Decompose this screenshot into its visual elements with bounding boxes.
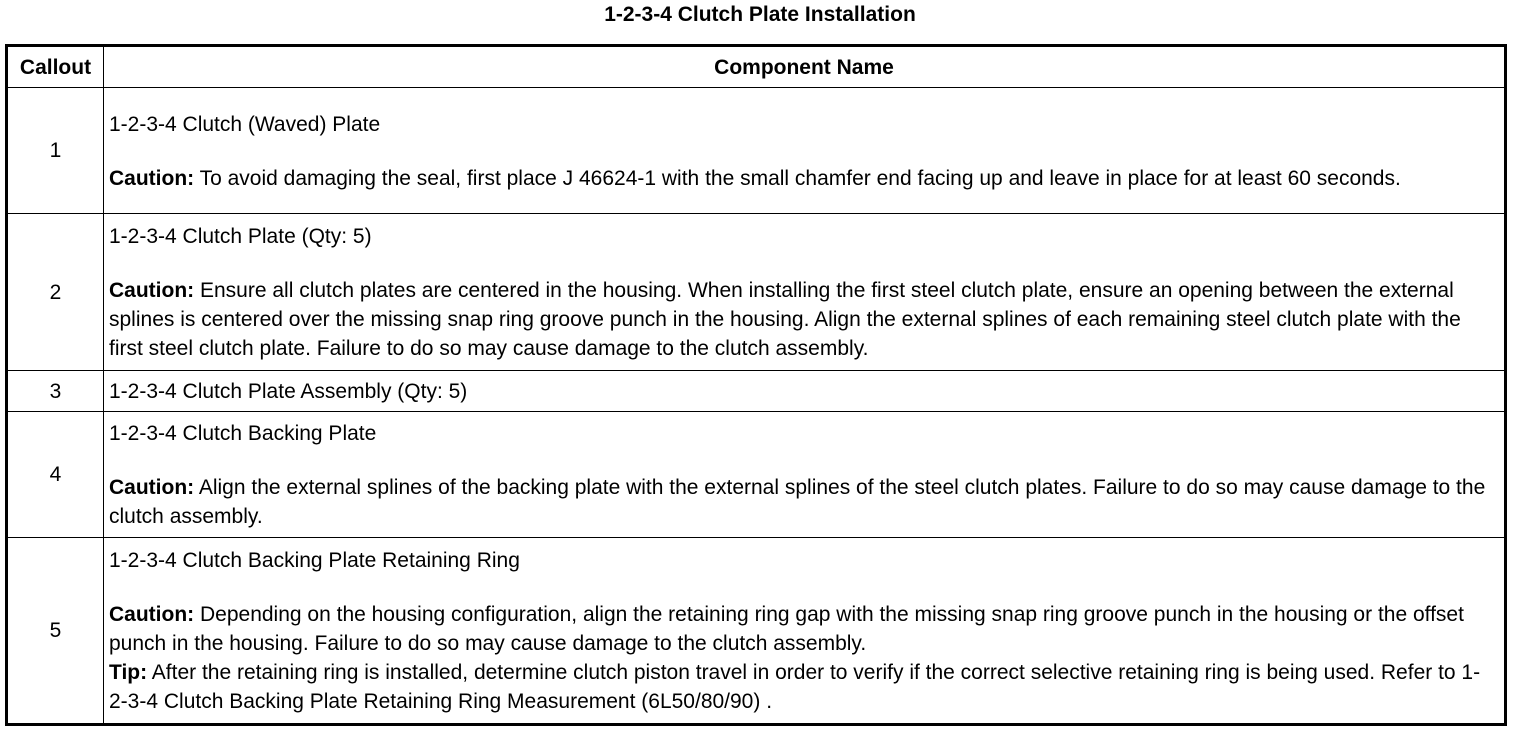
table-row <box>7 412 1506 538</box>
callout-number: 3 <box>7 371 104 412</box>
component-name: 1-2-3-4 Clutch Backing Plate <box>109 422 377 445</box>
component-table <box>5 44 1507 726</box>
table-row <box>7 88 1506 214</box>
tip-label: Tip: <box>109 661 148 684</box>
caution-text: Align the external splines of the backing plate with the external splines of the steel clutch plates. Failure to do so may cause damage to the clutch assembly. <box>109 476 1486 528</box>
callout-number: 2 <box>7 214 104 371</box>
table-row <box>7 538 1506 725</box>
tip-note <box>109 658 1498 716</box>
component-name: 1-2-3-4 Clutch Plate (Qty: 5) <box>109 225 372 248</box>
component-cell <box>104 88 1506 214</box>
document-title: 1-2-3-4 Clutch Plate Installation <box>604 3 916 26</box>
caution-label: Caution: <box>109 603 195 626</box>
callout-number: 1 <box>7 88 104 214</box>
caution-text: Ensure all clutch plates are centered in the housing. When installing the first steel clutch plate, ensure an opening between the external splines is centered over the missing snap ring groove punch in the housing. Align the external splines of each remaining steel clutch plate with the first steel clutch plate. Failure to do so may cause damage to the clutch assembly. <box>109 279 1461 360</box>
callout-number: 4 <box>7 412 104 538</box>
component-column-header: Component Name <box>104 46 1506 88</box>
table-header-row <box>7 46 1506 88</box>
caution-label: Caution: <box>109 476 195 499</box>
component-cell <box>104 214 1506 371</box>
caution-note <box>109 276 1498 363</box>
caution-text: To avoid damaging the seal, first place J 46624-1 with the small chamfer end facing up and leave in place for at least 60 seconds. <box>194 166 1401 190</box>
callout-column-header: Callout <box>7 46 104 88</box>
table-row <box>7 371 1506 412</box>
component-name: 1-2-3-4 Clutch Backing Plate Retaining Ring <box>109 549 520 572</box>
component-cell <box>104 538 1506 725</box>
caution-text: Depending on the housing configuration, align the retaining ring gap with the missing snap ring groove punch in the housing or the offset punch in the housing. Failure to do so may cause damage to the clutch assembly. <box>109 603 1464 655</box>
component-cell <box>104 371 1506 412</box>
caution-label: Caution: <box>109 166 195 190</box>
caution-note <box>109 473 1498 531</box>
tip-text: After the retaining ring is installed, determine clutch piston travel in order to verify if the correct selective retaining ring is being used. Refer to 1-2-3-4 Clutch Backing Plate Retaining Ring Measurement (6L50/80/90) . <box>109 661 1481 713</box>
component-cell <box>104 412 1506 538</box>
table-row <box>7 214 1506 371</box>
caution-note <box>109 600 1498 658</box>
component-name: 1-2-3-4 Clutch Plate Assembly (Qty: 5) <box>109 380 468 403</box>
caution-note <box>109 164 1498 193</box>
caution-label: Caution: <box>109 279 195 302</box>
component-name: 1-2-3-4 Clutch (Waved) Plate <box>109 112 381 136</box>
callout-number: 5 <box>7 538 104 725</box>
